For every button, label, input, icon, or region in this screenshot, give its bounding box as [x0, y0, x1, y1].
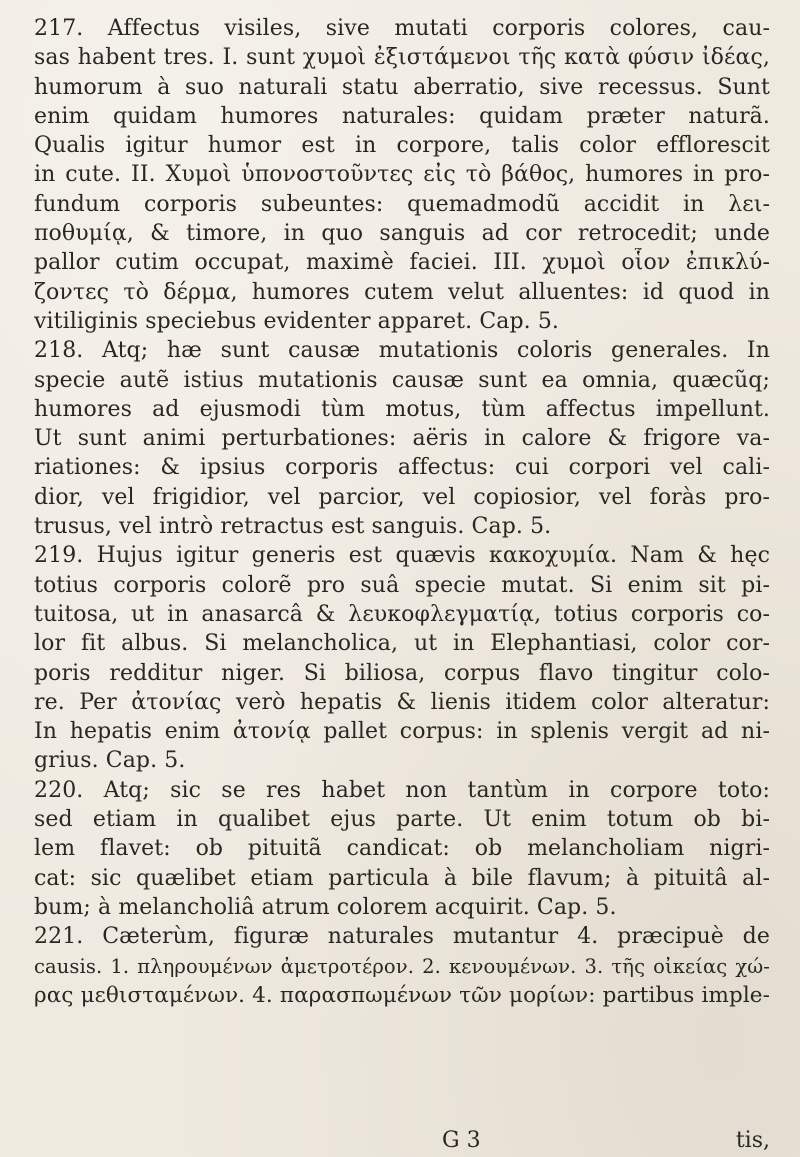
text-line: trusus, vel intrò retractus est sanguis. Cap. 5.: [34, 514, 552, 540]
text-line: 220. Atq; sic se res habet non tantùm in corpore toto:: [34, 777, 770, 803]
text-line: In hepatis enim ἀτονίᾳ pallet corpus: in splenis vergit ad ni-: [34, 719, 770, 745]
signature-mark: G 3: [442, 1128, 481, 1153]
text-line: grius. Cap. 5.: [34, 748, 186, 774]
text-line: humores ad ejusmodi tùm motus, tùm affectus impellunt.: [34, 396, 770, 422]
text-line: 219. Hujus igitur generis est quævis κακοχυμία. Nam & hęc: [34, 543, 770, 569]
text-line: ζοντες τὸ δέρμα, humores cutem velut alluentes: id quod in: [34, 279, 770, 305]
text-line: sas habent tres. I. sunt χυμοὶ ἐξιστάμενοι τῆς κατὰ φύσιν ἰδέας,: [34, 45, 770, 71]
text-line: re. Per ἀτονίας verò hepatis & lienis itidem color alteratur:: [34, 689, 770, 715]
page-text: [34, 14, 770, 1010]
text-line: cat: sic quælibet etiam particula à bile flavum; à pituitâ al-: [34, 865, 770, 891]
text-line: humorum à suo naturali statu aberratio, sive recessus. Sunt: [34, 74, 770, 100]
text-line: 217. Affectus visiles, sive mutati corporis colores, cau-: [34, 16, 770, 41]
text-line: vitiliginis speciebus evidenter apparet. Cap. 5.: [34, 308, 560, 334]
text-line: sed etiam in qualibet ejus parte. Ut enim totum ob bi-: [34, 807, 770, 833]
text-line: riationes: & ipsius corporis affectus: cui corpori vel cali-: [34, 455, 770, 481]
text-line: causis. 1. πληρουμένων ἀμετροτέρον. 2. κενουμένων. 3. τῆς οἰκείας χώ-: [34, 954, 770, 978]
text-line: poris redditur niger. Si biliosa, corpus flavo tingitur colo-: [34, 660, 770, 686]
text-line: lem flavet: ob pituitã candicat: ob melancholiam nigri-: [34, 836, 770, 862]
text-line: 221. Cæterùm, figuræ naturales mutantur 4. præcipuè de: [34, 924, 770, 950]
text-line: bum; à melancholiâ atrum colorem acquirit. Cap. 5.: [34, 894, 617, 920]
text-line: in cute. II. Χυμοὶ ὑπονοστοῦντες εἰς τὸ βάθος, humores in pro-: [34, 162, 770, 188]
text-line: Qualis igitur humor est in corpore, talis color efflorescit: [34, 133, 770, 159]
text-line: 218. Atq; hæ sunt causæ mutationis coloris generales. In: [34, 338, 770, 364]
text-line: totius corporis colorẽ pro suâ specie mutat. Si enim sit pi-: [34, 572, 770, 598]
text-line: ρας μεθισταμένων. 4. παρασπωμένων τῶν μορίων: partibus imple-: [34, 982, 770, 1008]
text-line: specie autẽ istius mutationis causæ sunt ea omnia, quæcũq;: [34, 367, 770, 393]
text-line: dior, vel frigidior, vel parcior, vel copiosior, vel foràs pro-: [34, 484, 770, 510]
text-line: fundum corporis subeuntes: quemadmodũ accidit in λει-: [34, 191, 770, 217]
text-line: pallor cutim occupat, maximè faciei. III. χυμοὶ οἷον ἐπικλύ-: [34, 250, 770, 276]
text-line: tuitosa, ut in anasarcâ & λευκοφλεγματίᾳ, totius corporis co-: [34, 601, 770, 627]
catchword: tis,: [735, 1128, 770, 1153]
text-line: enim quidam humores naturales: quidam præter naturã.: [34, 103, 770, 129]
text-line: Ut sunt animi perturbationes: aëris in calore & frigore va-: [34, 426, 770, 452]
text-line: ποθυμίᾳ, & timore, in quo sanguis ad cor retrocedit; unde: [34, 221, 770, 247]
text-line: lor fit albus. Si melancholica, ut in Elephantiasi, color cor-: [34, 631, 770, 657]
